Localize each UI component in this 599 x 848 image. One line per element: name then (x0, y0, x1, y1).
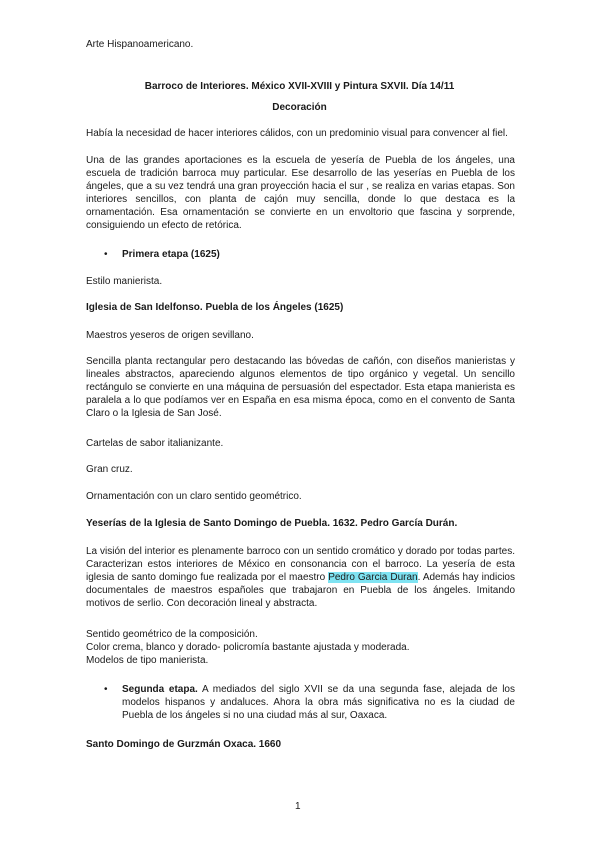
note-geometric: Sentido geométrico de la composición. (86, 629, 258, 640)
paragraph-masters: Maestros yeseros de origen sevillano. (86, 330, 254, 341)
style-note: Estilo manierista. (86, 276, 163, 287)
vision-text-start: La visión del interior es plenamente barroco con un sentido cromático y dorado por todas partes. Caracterizan estos interiores de México en consonancia con el barroco. La yesería de esta iglesia de santo domingo fue realizada por el maestro (86, 546, 515, 583)
bullet-icon: • (104, 249, 108, 260)
paragraph-intro: Había la necesidad de hacer interiores cálidos, con un predominio visual para convencer al fiel. (86, 128, 508, 139)
section-heading-oaxaca: Santo Domingo de Gurzmán Oxaca. 1660 (86, 739, 282, 750)
vision-text-end: . Además hay indicios documentales de maestros españoles que trabajaron en Puebla de los ángeles. Imitando motivos de serlio. Con decoración lineal y abstracta. (86, 572, 515, 609)
note-models: Modelos de tipo manierista. (86, 655, 209, 666)
document-title: Barroco de Interiores. México XVII-XVIII y Pintura SXVII. Día 14/11 (144, 81, 455, 92)
paragraph-cartelas: Cartelas de sabor italianizante. (86, 438, 224, 449)
section-heading-santo-domingo: Yeserías de la Iglesia de Santo Domingo de Puebla. 1632. Pedro García Durán. (86, 518, 458, 529)
page-number: 1 (295, 801, 301, 812)
paragraph-vision (86, 545, 515, 610)
section-heading-san-idelfonso: Iglesia de San Idelfonso. Puebla de los Ángeles (1625) (86, 302, 344, 313)
stage-two-label: Segunda etapa. (122, 684, 198, 695)
paragraph-ornamentacion: Ornamentación con un claro sentido geométrico. (86, 491, 302, 502)
paragraph-yeseria: Una de las grandes aportaciones es la escuela de yesería de Puebla de los ángeles, una escuela de tradición barroca muy particular. Ese desarrollo de las yeserías en Puebla de los ángeles, que a su vez tendrá una gran proyección hacia el sur , se realiza en varias etapas. Son interiores sencillos, con planta de cajón muy sencilla, donde lo que destaca es la ornamentación. Esa ornamentación se convierte en un envoltorio que fascina y sorprende, consiguiendo un efecto de retórica. (86, 155, 515, 231)
bullet-icon: • (104, 684, 108, 695)
stage-two-paragraph (122, 683, 515, 722)
highlighted-name: Pedro Garcia Duran (328, 572, 418, 583)
course-header: Arte Hispanoamericano. (86, 39, 194, 50)
note-color: Color crema, blanco y dorado- policromía bastante ajustada y moderada. (86, 642, 410, 653)
paragraph-planta: Sencilla planta rectangular pero destacando las bóvedas de cañón, con diseños manieristas y lineales abstractos, apareciendo algunos elementos de tipo orgánico y vegetal. Un sencillo rectángulo se convierte en una máquina de persuasión del espectador. Esta etapa manierista es paralela a lo que podíamos ver en España en esa misma época, como en el convento de Santa Claro o la Iglesia de San José. (86, 356, 515, 419)
document-subtitle: Decoración (272, 102, 327, 113)
stage-one-heading: Primera etapa (1625) (122, 249, 220, 260)
paragraph-cruz: Gran cruz. (86, 464, 133, 475)
stage-two-text: A mediados del siglo XVII se da una segunda fase, alejada de los modelos hispanos y andaluces. Ahora la obra más significativa no es la ciudad de Puebla de los ángeles si no una ciudad más al sur, Oaxaca. (122, 684, 515, 721)
